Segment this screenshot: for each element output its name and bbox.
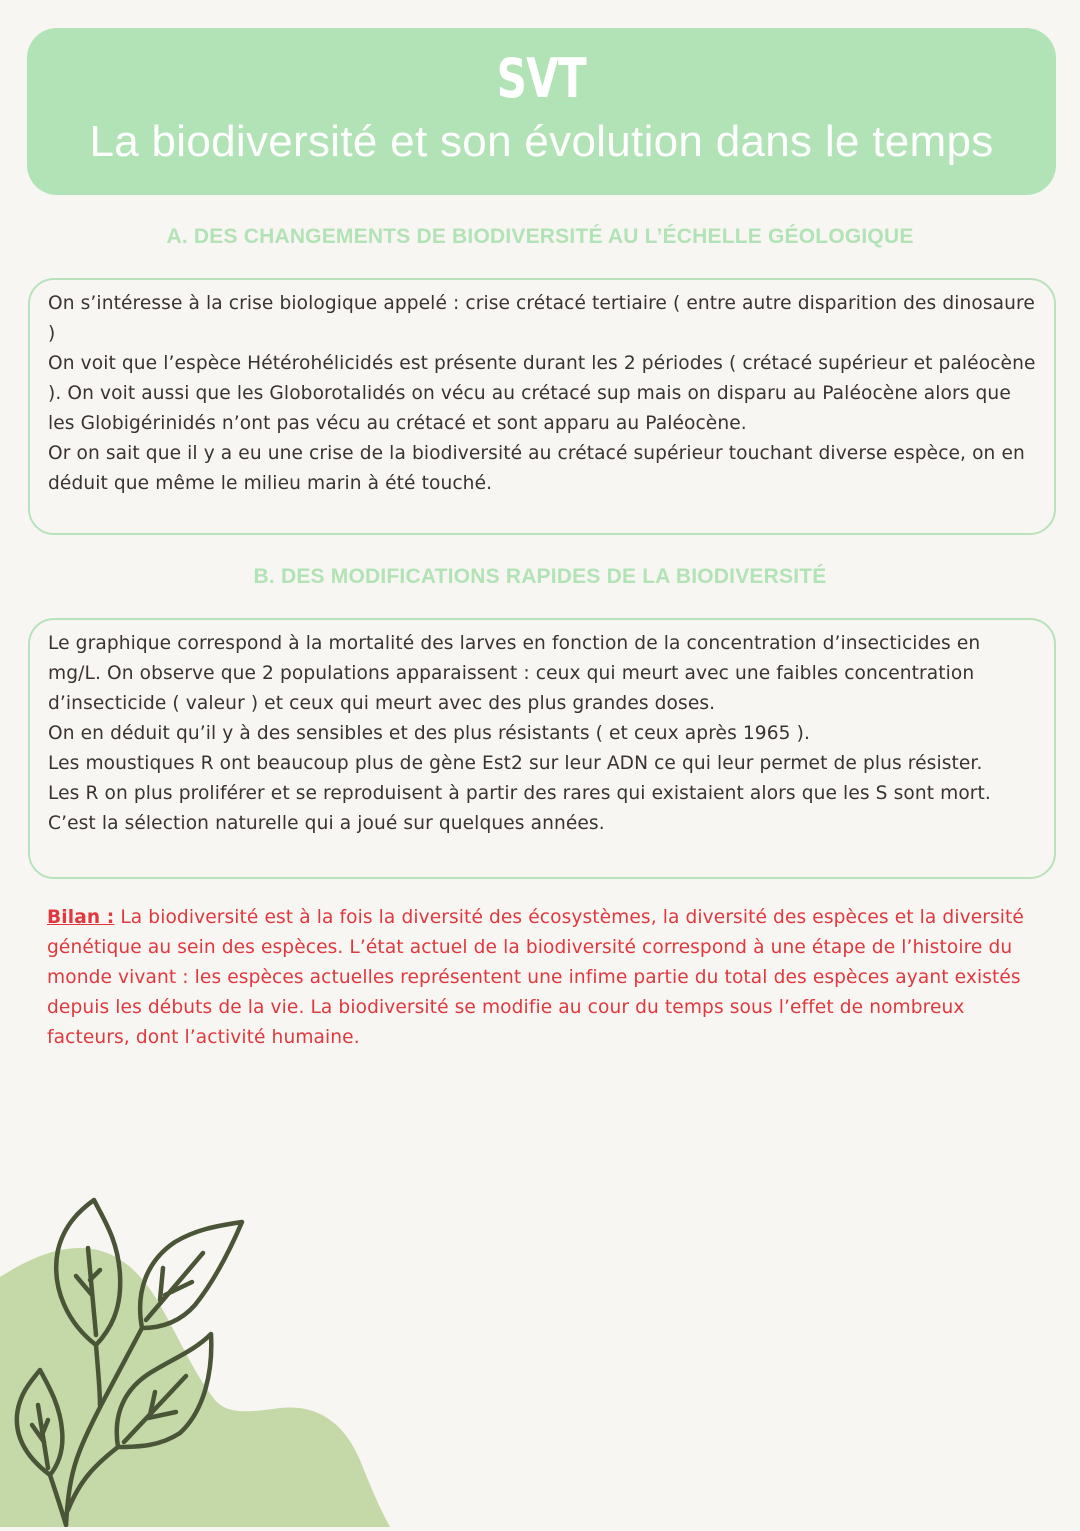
subject-title: SVT xyxy=(496,47,587,110)
section-b-paragraph: On en déduit qu’il y à des sensibles et des plus résistants ( et ceux après 1965 ). xyxy=(48,723,810,744)
section-b-paragraph: Les R on plus proliférer et se reproduisent à partir des rares qui existaient alors que les S sont mort. C’est la sélection naturelle qui a joué sur quelques années. xyxy=(48,783,991,834)
section-b-box xyxy=(28,618,1056,879)
bilan-summary xyxy=(47,903,1047,1053)
bilan-label: Bilan : xyxy=(47,907,115,928)
plant-leaves-icon xyxy=(0,1180,420,1527)
section-b-paragraph: Le graphique correspond à la mortalité des larves en fonction de la concentration d’insecticides en mg/L. On observe que 2 populations apparaissent : ceux qui meurt avec une faibles concentration d’insecticide ( valeur ) et ceux qui meurt avec des plus grandes doses. xyxy=(48,633,981,714)
section-a-box xyxy=(28,278,1056,535)
section-b-paragraph: Les moustiques R ont beaucoup plus de gène Est2 sur leur ADN ce qui leur permet de plus résister. xyxy=(48,753,983,774)
section-a-heading: A. DES CHANGEMENTS DE BIODIVERSITÉ AU L’ÉCHELLE GÉOLOGIQUE xyxy=(166,225,914,248)
section-b-heading: B. DES MODIFICATIONS RAPIDES DE LA BIODIVERSITÉ xyxy=(253,565,827,588)
title-banner xyxy=(27,28,1056,195)
page-title: La biodiversité et son évolution dans le temps xyxy=(89,117,994,166)
section-a-paragraph: Or on sait que il y a eu une crise de la biodiversité au crétacé supérieur touchant diverse espèce, on en déduit que même le milieu marin à été touché. xyxy=(48,443,1025,494)
bilan-text: La biodiversité est à la fois la diversité des écosystèmes, la diversité des espèces et la diversité génétique au sein des espèces. L’état actuel de la biodiversité correspond à une étape de l’histoire du monde vivant : les espèces actuelles représentent une infime partie du total des espèces ayant existés depuis les débuts de la vie. La biodiversité se modifie au cour du temps sous l’effet de nombreux facteurs, dont l’activité humaine. xyxy=(47,907,1024,1048)
section-a-paragraph: On voit que l’espèce Hétérohélicidés est présente durant les 2 périodes ( crétacé supérieur et paléocène ). On voit aussi que les Globorotalidés on vécu au crétacé sup mais on disparu au Paléocène alors que les Globigérinidés n’ont pas vécu au crétacé et sont apparu au Paléocène. xyxy=(48,353,1036,434)
section-a-paragraph: On s’intéresse à la crise biologique appelé : crise crétacé tertiaire ( entre autre disparition des dinosaure ) xyxy=(48,293,1035,344)
